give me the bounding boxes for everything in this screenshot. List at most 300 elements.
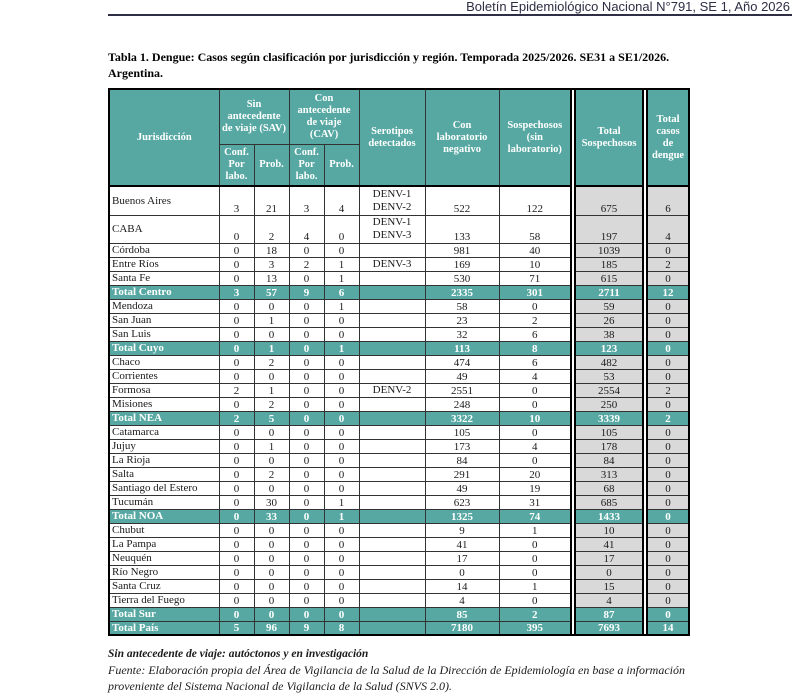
jurisdiction-row bbox=[109, 327, 689, 341]
sospechosos-cell: 0 bbox=[499, 299, 571, 313]
region-total-row bbox=[109, 411, 689, 425]
sospechosos-cell: 1 bbox=[499, 523, 571, 537]
lab-negativo-cell: 17 bbox=[425, 551, 499, 565]
total-sospechosos-cell: 675 bbox=[575, 186, 643, 215]
cav-prob-cell: 1 bbox=[324, 271, 359, 285]
total-sospechosos-cell: 10 bbox=[575, 523, 643, 537]
sav-prob-cell: 1 bbox=[254, 439, 289, 453]
sav-prob-cell: 5 bbox=[254, 411, 289, 425]
footnote-source: Fuente: Elaboración propia del Área de Vigilancia de la Salud de la Dirección de Epidemiología en base a información proveniente del Sistema Nacional de Vigilancia de la Salud (SNVS 2.0). bbox=[108, 663, 685, 693]
cav-conf-cell: 0 bbox=[289, 551, 324, 565]
cav-prob-cell: 0 bbox=[324, 453, 359, 467]
jurisdiccion-cell: Total NOA bbox=[109, 509, 219, 523]
total-sospechosos-cell: 105 bbox=[575, 425, 643, 439]
jurisdiccion-cell: Chubut bbox=[109, 523, 219, 537]
jurisdiction-row bbox=[109, 369, 689, 383]
serotipos-cell bbox=[359, 607, 425, 621]
jurisdiction-row bbox=[109, 481, 689, 495]
total-sospechosos-cell: 7693 bbox=[575, 621, 643, 635]
cav-prob-cell: 1 bbox=[324, 495, 359, 509]
sav-prob-cell: 2 bbox=[254, 355, 289, 369]
sospechosos-cell: 0 bbox=[499, 593, 571, 607]
sav-prob-cell: 0 bbox=[254, 579, 289, 593]
sospechosos-cell: 40 bbox=[499, 243, 571, 257]
table-header bbox=[109, 89, 689, 186]
serotipos-cell: DENV-1 DENV-3 bbox=[359, 215, 425, 243]
cav-conf-cell: 0 bbox=[289, 327, 324, 341]
cav-conf-cell: 0 bbox=[289, 425, 324, 439]
sospechosos-cell: 0 bbox=[499, 565, 571, 579]
jurisdiccion-cell: Total País bbox=[109, 621, 219, 635]
sav-prob-cell: 0 bbox=[254, 481, 289, 495]
total-casos-cell: 12 bbox=[647, 285, 689, 299]
header-total-casos: Total casos de dengue bbox=[647, 89, 689, 186]
cav-prob-cell: 0 bbox=[324, 439, 359, 453]
sav-prob-cell: 21 bbox=[254, 186, 289, 215]
cav-prob-cell: 0 bbox=[324, 481, 359, 495]
cav-conf-cell: 0 bbox=[289, 495, 324, 509]
cav-prob-cell: 0 bbox=[324, 607, 359, 621]
jurisdiction-row bbox=[109, 453, 689, 467]
cav-prob-cell: 4 bbox=[324, 186, 359, 215]
sav-prob-cell: 0 bbox=[254, 607, 289, 621]
sospechosos-cell: 10 bbox=[499, 411, 571, 425]
total-casos-cell: 0 bbox=[647, 565, 689, 579]
sav-prob-cell: 30 bbox=[254, 495, 289, 509]
jurisdiccion-cell: Catamarca bbox=[109, 425, 219, 439]
cav-conf-cell: 0 bbox=[289, 243, 324, 257]
sav-conf-cell: 0 bbox=[219, 551, 254, 565]
total-casos-cell: 0 bbox=[647, 551, 689, 565]
total-sospechosos-cell: 250 bbox=[575, 397, 643, 411]
header-row-groups bbox=[109, 89, 689, 144]
jurisdiction-row bbox=[109, 551, 689, 565]
sav-conf-cell: 0 bbox=[219, 467, 254, 481]
sospechosos-cell: 0 bbox=[499, 453, 571, 467]
lab-negativo-cell: 58 bbox=[425, 299, 499, 313]
sav-conf-cell: 0 bbox=[219, 523, 254, 537]
serotipos-cell bbox=[359, 523, 425, 537]
cav-conf-cell: 3 bbox=[289, 186, 324, 215]
sav-conf-cell: 0 bbox=[219, 257, 254, 271]
total-casos-cell: 0 bbox=[647, 481, 689, 495]
lab-negativo-cell: 981 bbox=[425, 243, 499, 257]
cav-conf-cell: 0 bbox=[289, 383, 324, 397]
region-total-row bbox=[109, 509, 689, 523]
total-sospechosos-cell: 38 bbox=[575, 327, 643, 341]
sospechosos-cell: 71 bbox=[499, 271, 571, 285]
lab-negativo-cell: 7180 bbox=[425, 621, 499, 635]
lab-negativo-cell: 522 bbox=[425, 186, 499, 215]
lab-negativo-cell: 49 bbox=[425, 369, 499, 383]
total-sospechosos-cell: 2711 bbox=[575, 285, 643, 299]
total-casos-cell: 0 bbox=[647, 397, 689, 411]
serotipos-cell bbox=[359, 551, 425, 565]
cav-prob-cell: 0 bbox=[324, 355, 359, 369]
jurisdiccion-cell: San Juan bbox=[109, 313, 219, 327]
serotipos-cell bbox=[359, 467, 425, 481]
total-casos-cell: 0 bbox=[647, 579, 689, 593]
total-casos-cell: 0 bbox=[647, 523, 689, 537]
jurisdiccion-cell: Chaco bbox=[109, 355, 219, 369]
total-casos-cell: 0 bbox=[647, 271, 689, 285]
jurisdiction-row bbox=[109, 523, 689, 537]
cav-conf-cell: 0 bbox=[289, 313, 324, 327]
sospechosos-cell: 0 bbox=[499, 551, 571, 565]
cav-prob-cell: 0 bbox=[324, 369, 359, 383]
jurisdiccion-cell: Total NEA bbox=[109, 411, 219, 425]
total-casos-cell: 0 bbox=[647, 425, 689, 439]
table-title: Tabla 1. Dengue: Casos según clasificación por jurisdicción y región. Temporada 2025/2026. SE31 a SE1/2026. Argentina. bbox=[108, 50, 670, 80]
total-sospechosos-cell: 0 bbox=[575, 565, 643, 579]
jurisdiccion-cell: Río Negro bbox=[109, 565, 219, 579]
lab-negativo-cell: 623 bbox=[425, 495, 499, 509]
jurisdiction-row bbox=[109, 495, 689, 509]
total-casos-cell: 0 bbox=[647, 439, 689, 453]
sav-prob-cell: 33 bbox=[254, 509, 289, 523]
total-casos-cell: 0 bbox=[647, 327, 689, 341]
total-sospechosos-cell: 185 bbox=[575, 257, 643, 271]
sospechosos-cell: 0 bbox=[499, 383, 571, 397]
total-casos-cell: 0 bbox=[647, 467, 689, 481]
sospechosos-cell: 8 bbox=[499, 341, 571, 355]
total-sospechosos-cell: 26 bbox=[575, 313, 643, 327]
sav-conf-cell: 0 bbox=[219, 215, 254, 243]
lab-negativo-cell: 84 bbox=[425, 453, 499, 467]
serotipos-cell bbox=[359, 285, 425, 299]
cav-conf-cell: 2 bbox=[289, 257, 324, 271]
jurisdiccion-cell: Tucumán bbox=[109, 495, 219, 509]
cav-conf-cell: 0 bbox=[289, 397, 324, 411]
cav-prob-cell: 0 bbox=[324, 243, 359, 257]
cav-conf-cell: 0 bbox=[289, 537, 324, 551]
serotipos-cell: DENV-2 bbox=[359, 383, 425, 397]
sospechosos-cell: 122 bbox=[499, 186, 571, 215]
cav-conf-cell: 0 bbox=[289, 271, 324, 285]
cav-prob-cell: 0 bbox=[324, 215, 359, 243]
sav-conf-cell: 0 bbox=[219, 341, 254, 355]
jurisdiccion-cell: Misiones bbox=[109, 397, 219, 411]
total-sospechosos-cell: 84 bbox=[575, 453, 643, 467]
jurisdiction-row bbox=[109, 439, 689, 453]
sospechosos-cell: 2 bbox=[499, 607, 571, 621]
lab-negativo-cell: 0 bbox=[425, 565, 499, 579]
jurisdiccion-cell: Santa Fe bbox=[109, 271, 219, 285]
sav-prob-cell: 0 bbox=[254, 565, 289, 579]
sav-prob-cell: 0 bbox=[254, 551, 289, 565]
cav-conf-cell: 0 bbox=[289, 369, 324, 383]
total-sospechosos-cell: 197 bbox=[575, 215, 643, 243]
sav-conf-cell: 0 bbox=[219, 355, 254, 369]
lab-negativo-cell: 2551 bbox=[425, 383, 499, 397]
sav-prob-cell: 0 bbox=[254, 425, 289, 439]
sav-prob-cell: 0 bbox=[254, 299, 289, 313]
sospechosos-cell: 20 bbox=[499, 467, 571, 481]
jurisdiction-row bbox=[109, 271, 689, 285]
header-sav-conf: Conf. Por labo. bbox=[219, 144, 254, 186]
sav-conf-cell: 0 bbox=[219, 439, 254, 453]
jurisdiccion-cell: San Luis bbox=[109, 327, 219, 341]
sospechosos-cell: 0 bbox=[499, 425, 571, 439]
lab-negativo-cell: 32 bbox=[425, 327, 499, 341]
lab-negativo-cell: 85 bbox=[425, 607, 499, 621]
sav-conf-cell: 2 bbox=[219, 411, 254, 425]
sav-conf-cell: 0 bbox=[219, 495, 254, 509]
lab-negativo-cell: 173 bbox=[425, 439, 499, 453]
jurisdiccion-cell: Total Cuyo bbox=[109, 341, 219, 355]
sospechosos-cell: 10 bbox=[499, 257, 571, 271]
sav-prob-cell: 1 bbox=[254, 383, 289, 397]
sospechosos-cell: 6 bbox=[499, 355, 571, 369]
total-sospechosos-cell: 53 bbox=[575, 369, 643, 383]
sav-prob-cell: 0 bbox=[254, 453, 289, 467]
total-sospechosos-cell: 178 bbox=[575, 439, 643, 453]
serotipos-cell bbox=[359, 369, 425, 383]
sav-conf-cell: 0 bbox=[219, 593, 254, 607]
total-casos-cell: 0 bbox=[647, 243, 689, 257]
serotipos-cell bbox=[359, 355, 425, 369]
lab-negativo-cell: 530 bbox=[425, 271, 499, 285]
sav-conf-cell: 0 bbox=[219, 537, 254, 551]
cav-prob-cell: 0 bbox=[324, 523, 359, 537]
cav-prob-cell: 0 bbox=[324, 537, 359, 551]
header-jurisdiccion: Jurisdicción bbox=[109, 89, 219, 186]
serotipos-cell bbox=[359, 579, 425, 593]
sav-prob-cell: 13 bbox=[254, 271, 289, 285]
sav-prob-cell: 18 bbox=[254, 243, 289, 257]
cav-conf-cell: 0 bbox=[289, 565, 324, 579]
header-sav-group: Sin antecedente de viaje (SAV) bbox=[219, 89, 289, 144]
jurisdiction-row bbox=[109, 257, 689, 271]
jurisdiction-row bbox=[109, 579, 689, 593]
total-casos-cell: 0 bbox=[647, 607, 689, 621]
sav-conf-cell: 0 bbox=[219, 271, 254, 285]
total-sospechosos-cell: 68 bbox=[575, 481, 643, 495]
cav-prob-cell: 0 bbox=[324, 425, 359, 439]
jurisdiction-row bbox=[109, 565, 689, 579]
cav-conf-cell: 9 bbox=[289, 285, 324, 299]
sav-conf-cell: 3 bbox=[219, 285, 254, 299]
serotipos-cell bbox=[359, 271, 425, 285]
cav-conf-cell: 9 bbox=[289, 621, 324, 635]
sospechosos-cell: 74 bbox=[499, 509, 571, 523]
jurisdiccion-cell: Santa Cruz bbox=[109, 579, 219, 593]
lab-negativo-cell: 133 bbox=[425, 215, 499, 243]
serotipos-cell bbox=[359, 495, 425, 509]
total-casos-cell: 4 bbox=[647, 215, 689, 243]
jurisdiccion-cell: Total Centro bbox=[109, 285, 219, 299]
cav-conf-cell: 0 bbox=[289, 453, 324, 467]
sav-prob-cell: 0 bbox=[254, 327, 289, 341]
header-cav-conf: Conf. Por labo. bbox=[289, 144, 324, 186]
jurisdiction-row bbox=[109, 243, 689, 257]
total-sospechosos-cell: 313 bbox=[575, 467, 643, 481]
bulletin-header bbox=[108, 0, 792, 16]
cav-prob-cell: 0 bbox=[324, 551, 359, 565]
serotipos-cell bbox=[359, 453, 425, 467]
jurisdiction-row bbox=[109, 537, 689, 551]
cav-conf-cell: 0 bbox=[289, 607, 324, 621]
total-sospechosos-cell: 41 bbox=[575, 537, 643, 551]
sav-conf-cell: 0 bbox=[219, 327, 254, 341]
total-sospechosos-cell: 87 bbox=[575, 607, 643, 621]
serotipos-cell: DENV-3 bbox=[359, 257, 425, 271]
jurisdiccion-cell: La Rioja bbox=[109, 453, 219, 467]
lab-negativo-cell: 49 bbox=[425, 481, 499, 495]
serotipos-cell bbox=[359, 537, 425, 551]
total-casos-cell: 0 bbox=[647, 537, 689, 551]
jurisdiction-row bbox=[109, 593, 689, 607]
sospechosos-cell: 2 bbox=[499, 313, 571, 327]
cav-prob-cell: 1 bbox=[324, 257, 359, 271]
total-casos-cell: 0 bbox=[647, 509, 689, 523]
serotipos-cell: DENV-1 DENV-2 bbox=[359, 186, 425, 215]
jurisdiccion-cell: Buenos Aires bbox=[109, 186, 219, 215]
footnote-key: Sin antecedente de viaje: autóctonos y en investigación bbox=[108, 648, 369, 660]
header-sospechosos: Sospechosos (sin laboratorio) bbox=[499, 89, 571, 186]
sav-conf-cell: 5 bbox=[219, 621, 254, 635]
jurisdiccion-cell: Neuquén bbox=[109, 551, 219, 565]
sospechosos-cell: 0 bbox=[499, 537, 571, 551]
lab-negativo-cell: 474 bbox=[425, 355, 499, 369]
jurisdiccion-cell: Salta bbox=[109, 467, 219, 481]
total-sospechosos-cell: 3339 bbox=[575, 411, 643, 425]
lab-negativo-cell: 2335 bbox=[425, 285, 499, 299]
sav-prob-cell: 2 bbox=[254, 397, 289, 411]
sav-prob-cell: 3 bbox=[254, 257, 289, 271]
sav-conf-cell: 2 bbox=[219, 383, 254, 397]
jurisdiction-row bbox=[109, 355, 689, 369]
sav-conf-cell: 0 bbox=[219, 509, 254, 523]
jurisdiccion-cell: Santiago del Estero bbox=[109, 481, 219, 495]
total-casos-cell: 2 bbox=[647, 411, 689, 425]
dengue-cases-table bbox=[108, 88, 690, 636]
serotipos-cell bbox=[359, 439, 425, 453]
sav-prob-cell: 0 bbox=[254, 523, 289, 537]
sav-conf-cell: 0 bbox=[219, 565, 254, 579]
total-casos-cell: 0 bbox=[647, 341, 689, 355]
sav-conf-cell: 0 bbox=[219, 425, 254, 439]
total-sospechosos-cell: 4 bbox=[575, 593, 643, 607]
sospechosos-cell: 58 bbox=[499, 215, 571, 243]
total-casos-cell: 2 bbox=[647, 383, 689, 397]
sav-conf-cell: 0 bbox=[219, 299, 254, 313]
total-sospechosos-cell: 1433 bbox=[575, 509, 643, 523]
sav-prob-cell: 0 bbox=[254, 537, 289, 551]
jurisdiccion-cell: Formosa bbox=[109, 383, 219, 397]
serotipos-cell bbox=[359, 509, 425, 523]
cav-prob-cell: 0 bbox=[324, 397, 359, 411]
cav-prob-cell: 0 bbox=[324, 593, 359, 607]
sav-prob-cell: 0 bbox=[254, 369, 289, 383]
cav-prob-cell: 8 bbox=[324, 621, 359, 635]
jurisdiction-row bbox=[109, 397, 689, 411]
header-sav-prob: Prob. bbox=[254, 144, 289, 186]
sav-prob-cell: 1 bbox=[254, 341, 289, 355]
sav-prob-cell: 2 bbox=[254, 215, 289, 243]
total-sospechosos-cell: 59 bbox=[575, 299, 643, 313]
header-cav-prob: Prob. bbox=[324, 144, 359, 186]
total-casos-cell: 0 bbox=[647, 313, 689, 327]
serotipos-cell bbox=[359, 593, 425, 607]
lab-negativo-cell: 4 bbox=[425, 593, 499, 607]
lab-negativo-cell: 1325 bbox=[425, 509, 499, 523]
region-total-row bbox=[109, 341, 689, 355]
total-sospechosos-cell: 1039 bbox=[575, 243, 643, 257]
total-sospechosos-cell: 17 bbox=[575, 551, 643, 565]
cav-conf-cell: 0 bbox=[289, 523, 324, 537]
cav-conf-cell: 0 bbox=[289, 509, 324, 523]
sav-prob-cell: 2 bbox=[254, 467, 289, 481]
sospechosos-cell: 6 bbox=[499, 327, 571, 341]
cav-conf-cell: 0 bbox=[289, 467, 324, 481]
sav-conf-cell: 0 bbox=[219, 453, 254, 467]
serotipos-cell bbox=[359, 565, 425, 579]
total-sospechosos-cell: 15 bbox=[575, 579, 643, 593]
cav-conf-cell: 0 bbox=[289, 593, 324, 607]
total-casos-cell: 0 bbox=[647, 299, 689, 313]
serotipos-cell bbox=[359, 313, 425, 327]
region-total-row bbox=[109, 621, 689, 635]
footnotes bbox=[108, 647, 708, 694]
sav-conf-cell: 0 bbox=[219, 579, 254, 593]
lab-negativo-cell: 248 bbox=[425, 397, 499, 411]
serotipos-cell bbox=[359, 327, 425, 341]
cav-prob-cell: 1 bbox=[324, 341, 359, 355]
total-casos-cell: 0 bbox=[647, 495, 689, 509]
table-body bbox=[109, 186, 689, 635]
jurisdiccion-cell: La Pampa bbox=[109, 537, 219, 551]
header-total-sospechosos: Total Sospechosos bbox=[575, 89, 643, 186]
sospechosos-cell: 19 bbox=[499, 481, 571, 495]
sospechosos-cell: 31 bbox=[499, 495, 571, 509]
cav-prob-cell: 0 bbox=[324, 579, 359, 593]
sospechosos-cell: 301 bbox=[499, 285, 571, 299]
serotipos-cell bbox=[359, 481, 425, 495]
sav-conf-cell: 3 bbox=[219, 186, 254, 215]
cav-prob-cell: 1 bbox=[324, 299, 359, 313]
lab-negativo-cell: 23 bbox=[425, 313, 499, 327]
total-casos-cell: 0 bbox=[647, 369, 689, 383]
lab-negativo-cell: 9 bbox=[425, 523, 499, 537]
cav-conf-cell: 0 bbox=[289, 355, 324, 369]
cav-prob-cell: 0 bbox=[324, 383, 359, 397]
serotipos-cell bbox=[359, 299, 425, 313]
region-total-row bbox=[109, 285, 689, 299]
lab-negativo-cell: 14 bbox=[425, 579, 499, 593]
sav-conf-cell: 0 bbox=[219, 397, 254, 411]
jurisdiction-row bbox=[109, 215, 689, 243]
serotipos-cell bbox=[359, 243, 425, 257]
lab-negativo-cell: 3322 bbox=[425, 411, 499, 425]
jurisdiccion-cell: Jujuy bbox=[109, 439, 219, 453]
cav-conf-cell: 0 bbox=[289, 299, 324, 313]
sospechosos-cell: 395 bbox=[499, 621, 571, 635]
serotipos-cell bbox=[359, 397, 425, 411]
total-casos-cell: 0 bbox=[647, 355, 689, 369]
sav-conf-cell: 0 bbox=[219, 607, 254, 621]
cav-conf-cell: 0 bbox=[289, 341, 324, 355]
lab-negativo-cell: 169 bbox=[425, 257, 499, 271]
sav-conf-cell: 0 bbox=[219, 481, 254, 495]
jurisdiccion-cell: Mendoza bbox=[109, 299, 219, 313]
sospechosos-cell: 1 bbox=[499, 579, 571, 593]
jurisdiccion-cell: Corrientes bbox=[109, 369, 219, 383]
header-lab-negativo: Con laboratorio negativo bbox=[425, 89, 499, 186]
sospechosos-cell: 4 bbox=[499, 439, 571, 453]
sav-prob-cell: 0 bbox=[254, 593, 289, 607]
sav-prob-cell: 96 bbox=[254, 621, 289, 635]
